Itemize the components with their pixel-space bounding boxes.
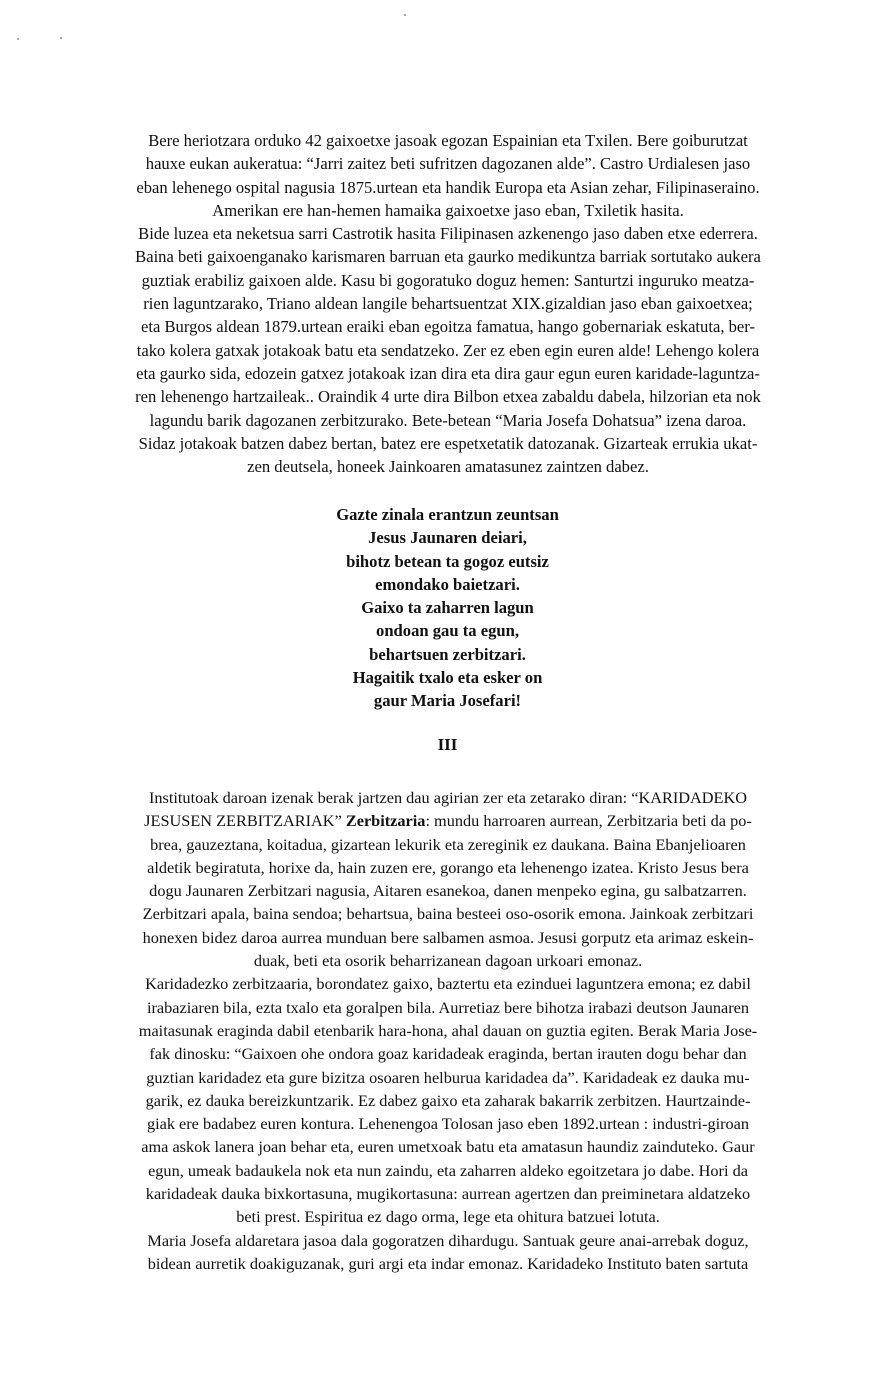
body-text-bottom <box>88 786 808 1275</box>
text-line: karidadeak dauka bixkortasuna, mugikortasuna: aurrean agertzen dan preiminetara aldatzeko <box>145 1184 751 1204</box>
verse-line: Jesus Jaunaren deiari, <box>368 528 527 548</box>
text-line: dogu Jaunaren Zerbitzari nagusia, Aitaren esanekoa, danen menpeko egina, gu salbatzarren. <box>149 881 747 901</box>
text-line: eban lehenego ospital nagusia 1875.urtean eta handik Europa eta Asian zehar, Filipinaseraino. <box>136 177 760 197</box>
term-bold: Zerbitzaria <box>341 811 426 831</box>
text-line: ama askok lanera joan behar eta, euren umetxoak batu eta amatasun haundiz zainduteko. Gaur <box>141 1137 755 1157</box>
verse-line: Gazte zinala erantzun zeuntsan <box>336 505 559 524</box>
text-line: giak ere badabez euren kontura. Lehenengoa Tolosan jaso eben 1892.urtean : industri-giroan <box>146 1114 750 1134</box>
section-heading: III <box>437 735 458 754</box>
text-line: beti prest. Espiritua ez dago orma, lege eta ohitura batzuei lotuta. <box>236 1207 660 1227</box>
text-line: zen deutsela, honeek Jainkoaren amatasunez zaintzen dabez. <box>247 457 649 477</box>
text-line: Baina beti gaixoenganako karismaren barruan eta gaurko medikuntza barriak sortutako aukera <box>135 247 761 267</box>
text-line: eta gaurko sida, edozein gatxez jotakoak izan dira eta dira gaur egun euren karidade-laguntza- <box>136 363 760 383</box>
text-line: ren lehenengo hartzaileak.. Oraindik 4 urte dira Bilbon etxea zabaldu dabela, hilzorian eta nok <box>135 387 761 407</box>
text-line: Zerbitzari apala, baina sendoa; behartsua, baina besteei oso-osorik emona. Jainkoak zerbitzari <box>142 904 754 924</box>
text-line: Amerikan ere han-hemen hamaika gaixoetxe jaso eban, Txiletik hasita. <box>212 200 684 220</box>
text-line: tako kolera gatxak jotakoak batu eta sendatzeko. Zer ez eben egin euren alde! Lehengo kolera <box>136 340 760 360</box>
text-line: garik, ez dauka bereizkuntzarik. Ez dabez gaixo eta zaharak bakarrik zerbitzen. Haurtzainde- <box>145 1090 751 1110</box>
text-line: Sidaz jotakoak batzen dabez bertan, batez ere espetxetatik datozanak. Gizarteak errukia ukat- <box>138 433 758 453</box>
verse-line: Hagaitik txalo eta esker on <box>352 668 543 688</box>
scan-speck <box>60 37 62 39</box>
text-line: Karidadezko zerbitzaaria, borondatez gaixo, baztertu eta ezinduei laguntzera emona; ez dabil <box>145 974 751 994</box>
text-line: duak, beti eta osorik beharrizanean dagoan urkoari emonaz. <box>253 951 643 971</box>
text-line: brea, gauzeztana, koitadua, gizartean lekurik eta zereginik ez daukana. Baina Ebanjelioaren <box>150 834 746 854</box>
text-line: Institutoak daroan izenak berak jartzen dau agirian zer eta zetarako diran: “KARIDADEKO <box>148 788 748 807</box>
body-text-top <box>88 129 808 478</box>
text-line: eta Burgos aldean 1879.urtean eraiki eban egoitza famatua, hango gobernariak eskatuta, ber- <box>141 317 755 337</box>
scan-speck <box>17 38 19 40</box>
text-fragment: : mundu harroaren aurrean, Zerbitzaria beti da po- <box>425 811 752 831</box>
institute-name: JESUSEN ZERBITZARIAK” <box>144 811 342 831</box>
verse-line: Gaixo ta zaharren lagun <box>361 598 534 618</box>
text-line: hauxe eukan aukeratua: “Jarri zaitez beti sufritzen dagozanen alde”. Castro Urdialesen jaso <box>145 154 751 174</box>
text-line: Maria Josefa aldaretara jasoa dala gogoratzen dihardugu. Santuak geure anai-arrebak doguz, <box>147 1230 749 1250</box>
text-line: maitasunak eraginda dabil etenbarik hara-hona, ahal dauan on guztia egiten. Berak Maria Jose- <box>138 1020 758 1040</box>
verse-line: ondoan gau ta egun, <box>376 621 519 641</box>
text-line: Bide luzea eta neketsua sarri Castrotik hasita Filipinasen azkenengo jaso daben etxe ederrera. <box>138 224 758 244</box>
verse-line: behartsuen zerbitzari. <box>369 644 526 664</box>
text-line: guztian karidadez eta gure bizitza osoaren helburua karidadea da”. Karidadeak ez dauka mu- <box>146 1067 750 1087</box>
poem-verse <box>200 503 695 713</box>
verse-line: gaur Maria Josefari! <box>373 691 522 711</box>
text-line: honexen bidez daroa aurrea munduan bere salbamen asmoa. Jesusi gorputz eta arimaz eskein- <box>142 927 754 947</box>
verse-line: emondako baietzari. <box>375 574 520 594</box>
text-line: rien laguntzarako, Triano aldean langile behartsuentzat XIX.gizaldian jaso eban gaixoetxea; <box>143 294 753 314</box>
text-line: guztiak erabiliz gaixoen alde. Kasu bi gogoratuko doguz hemen: Santurtzi inguruko meatza- <box>141 270 755 290</box>
text-line: fak dinosku: “Gaixoen ohe ondora goaz karidadeak eraginda, bertan irauten dogu behar dan <box>149 1044 747 1064</box>
text-line: irabaziaren bila, ezta txalo eta goralpen bila. Aurretiaz bere bihotza irabazi deutson Jaunaren <box>146 997 750 1017</box>
verse-line: bihotz betean ta gogoz eutsiz <box>346 551 549 571</box>
scan-speck <box>404 14 406 16</box>
text-line <box>88 809 808 832</box>
text-line: lagundu barik dagozanen zerbitzurako. Bete-betean “Maria Josefa Dohatsua” izena daroa. <box>149 410 747 430</box>
text-line: egun, umeak badaukela nok eta nun zaindu, eta zaharren aldeko egoitzetara jo dabe. Hori da <box>148 1160 748 1180</box>
text-line: aldetik begiratuta, horixe da, hain zuzen ere, gorango eta lehenengo izatea. Kristo Jesus bera <box>147 857 749 877</box>
text-line: Bere heriotzara orduko 42 gaixoetxe jasoak egozan Espainian eta Txilen. Bere goiburutzat <box>148 131 748 150</box>
text-line: bidean aurretik doakiguzanak, guri argi eta indar emonaz. Karidadeko Instituto baten sartuta <box>147 1253 749 1273</box>
